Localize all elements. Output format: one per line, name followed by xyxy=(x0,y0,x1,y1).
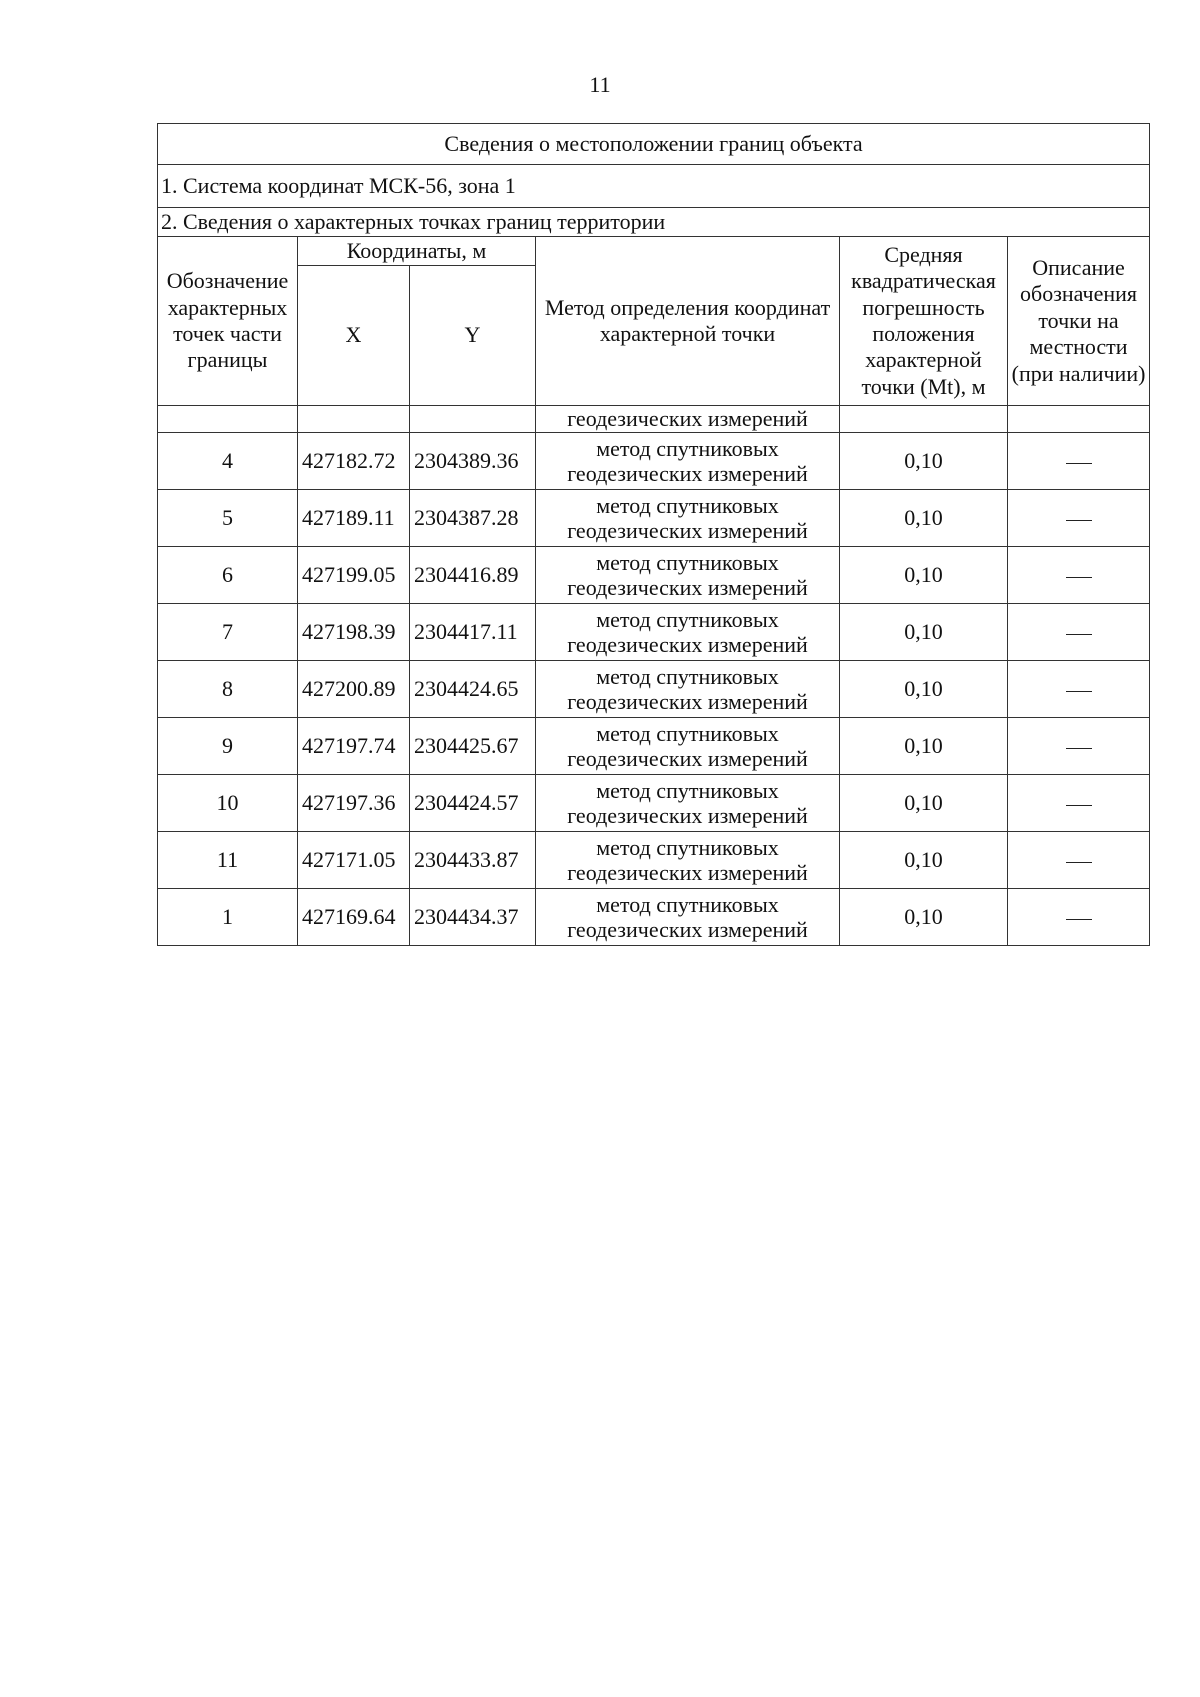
table-row xyxy=(158,490,1150,547)
accuracy-value: 0,10 xyxy=(840,718,1008,775)
dash-mark xyxy=(1066,634,1092,635)
header-method: Метод определения координат характерной точки xyxy=(536,237,840,406)
point-id: 8 xyxy=(158,661,298,718)
table-body xyxy=(158,124,1150,946)
description xyxy=(1008,889,1150,946)
coord-x: 427169.64 xyxy=(298,889,410,946)
section1-row xyxy=(158,165,1150,208)
table-row xyxy=(158,433,1150,490)
method: метод спутниковых геодезических измерений xyxy=(536,490,840,547)
table-row xyxy=(158,661,1150,718)
method: метод спутниковых геодезических измерений xyxy=(536,718,840,775)
header-row-1 xyxy=(158,237,1150,266)
point-id: 7 xyxy=(158,604,298,661)
coord-y: 2304424.65 xyxy=(410,661,536,718)
coord-x: 427200.89 xyxy=(298,661,410,718)
method: метод спутниковых геодезических измерений xyxy=(536,661,840,718)
coord-x: 427189.11 xyxy=(298,490,410,547)
accuracy-value: 0,10 xyxy=(840,604,1008,661)
title-row xyxy=(158,124,1150,165)
description xyxy=(1008,718,1150,775)
point-id: 5 xyxy=(158,490,298,547)
coord-y: 2304416.89 xyxy=(410,547,536,604)
continuation-row xyxy=(158,406,1150,433)
table-row xyxy=(158,832,1150,889)
point-id: 6 xyxy=(158,547,298,604)
coordinate-system-label: 1. Система координат МСК-56, зона 1 xyxy=(158,165,1150,208)
header-point: Обозначение характерных точек части границы xyxy=(158,237,298,406)
dash-mark xyxy=(1066,463,1092,464)
method: метод спутниковых геодезических измерений xyxy=(536,547,840,604)
cont-cell-point xyxy=(158,406,298,433)
dash-mark xyxy=(1066,805,1092,806)
point-id: 10 xyxy=(158,775,298,832)
point-id: 11 xyxy=(158,832,298,889)
table-row xyxy=(158,604,1150,661)
header-coords: Координаты, м xyxy=(298,237,536,266)
accuracy-value: 0,10 xyxy=(840,547,1008,604)
coord-y: 2304417.11 xyxy=(410,604,536,661)
point-id: 4 xyxy=(158,433,298,490)
description xyxy=(1008,604,1150,661)
cont-cell-mt xyxy=(840,406,1008,433)
coord-y: 2304387.28 xyxy=(410,490,536,547)
method: метод спутниковых геодезических измерений xyxy=(536,433,840,490)
table-row xyxy=(158,775,1150,832)
dash-mark xyxy=(1066,862,1092,863)
description xyxy=(1008,661,1150,718)
accuracy-value: 0,10 xyxy=(840,433,1008,490)
cont-cell-desc xyxy=(1008,406,1150,433)
point-id: 9 xyxy=(158,718,298,775)
coord-x: 427199.05 xyxy=(298,547,410,604)
header-y: Y xyxy=(410,266,536,406)
method: метод спутниковых геодезических измерений xyxy=(536,889,840,946)
table-title: Сведения о местоположении границ объекта xyxy=(158,124,1150,165)
dash-mark xyxy=(1066,748,1092,749)
description xyxy=(1008,832,1150,889)
accuracy-value: 0,10 xyxy=(840,661,1008,718)
method: метод спутниковых геодезических измерений xyxy=(536,832,840,889)
coord-y: 2304424.57 xyxy=(410,775,536,832)
header-description: Описание обозначения точки на местности (при наличии) xyxy=(1008,237,1150,406)
dash-mark xyxy=(1066,520,1092,521)
coord-y: 2304434.37 xyxy=(410,889,536,946)
description xyxy=(1008,547,1150,604)
description xyxy=(1008,490,1150,547)
accuracy-value: 0,10 xyxy=(840,775,1008,832)
method: метод спутниковых геодезических измерений xyxy=(536,775,840,832)
coord-x: 427197.74 xyxy=(298,718,410,775)
dash-mark xyxy=(1066,691,1092,692)
dash-mark xyxy=(1066,577,1092,578)
header-x: X xyxy=(298,266,410,406)
description xyxy=(1008,775,1150,832)
dash-mark xyxy=(1066,919,1092,920)
coord-y: 2304433.87 xyxy=(410,832,536,889)
coord-y: 2304425.67 xyxy=(410,718,536,775)
table-row xyxy=(158,718,1150,775)
point-id: 1 xyxy=(158,889,298,946)
table-row xyxy=(158,889,1150,946)
accuracy-value: 0,10 xyxy=(840,832,1008,889)
cont-cell-x xyxy=(298,406,410,433)
accuracy-value: 0,10 xyxy=(840,889,1008,946)
description xyxy=(1008,433,1150,490)
coord-x: 427182.72 xyxy=(298,433,410,490)
boundary-table xyxy=(157,123,1150,946)
accuracy-value: 0,10 xyxy=(840,490,1008,547)
continuation-text: геодезических измерений xyxy=(536,406,840,433)
header-accuracy: Средняя квадратическая погрешность положения характерной точки (Mt), м xyxy=(840,237,1008,406)
coord-y: 2304389.36 xyxy=(410,433,536,490)
points-section-label: 2. Сведения о характерных точках границ территории xyxy=(158,208,1150,237)
section2-row xyxy=(158,208,1150,237)
cont-cell-y xyxy=(410,406,536,433)
coord-x: 427171.05 xyxy=(298,832,410,889)
method: метод спутниковых геодезических измерений xyxy=(536,604,840,661)
page-number: 11 xyxy=(589,72,611,97)
coord-x: 427198.39 xyxy=(298,604,410,661)
table-row xyxy=(158,547,1150,604)
coord-x: 427197.36 xyxy=(298,775,410,832)
